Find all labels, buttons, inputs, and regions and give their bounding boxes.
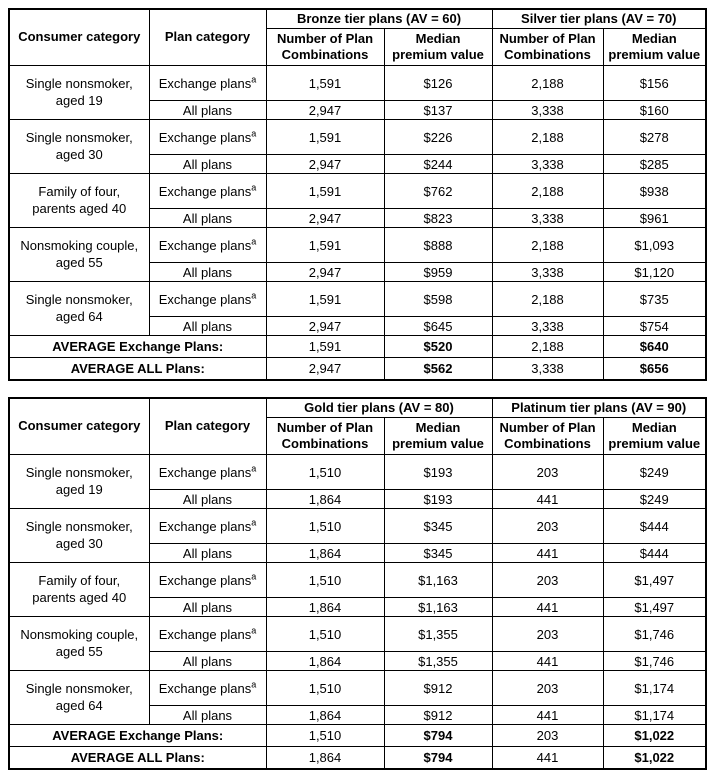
median-value-cell: $249 [603, 490, 706, 509]
combinations-header-line2: Combinations [281, 47, 369, 62]
combinations-header-line1: Number of Plan [276, 419, 374, 435]
footnote-marker: a [251, 625, 257, 636]
footnote-marker: a [251, 571, 257, 582]
median-value-cell: $1,120 [603, 263, 706, 282]
exchange-row [9, 282, 706, 317]
combinations-value-cell: 1,864 [266, 598, 384, 617]
exchange-plans-label: Exchange plans [158, 129, 252, 145]
median-value-cell: $912 [384, 706, 492, 725]
exchange-plans-label: Exchange plans [158, 518, 252, 534]
footnote-marker: a [251, 679, 257, 690]
combinations-header-line1: Number of Plan [276, 30, 374, 46]
all-plans-cell: All plans [149, 155, 266, 174]
combinations-value-cell: 2,947 [266, 263, 384, 282]
combinations-value-cell: 203 [492, 563, 603, 598]
footnote-marker: a [251, 463, 257, 474]
combinations-header [266, 29, 384, 66]
all-plans-cell: All plans [149, 263, 266, 282]
consumer-line2: aged 55 [55, 254, 103, 270]
exchange-plans-label: Exchange plans [158, 237, 252, 253]
consumer-line1: Single nonsmoker, [25, 292, 133, 308]
consumer-cell [9, 671, 149, 725]
combinations-value-cell: 441 [492, 490, 603, 509]
combinations-value-cell: 1,510 [266, 509, 384, 544]
average-all-row [9, 747, 706, 770]
consumer-cell [9, 617, 149, 671]
combinations-value-cell: 441 [492, 598, 603, 617]
combinations-value-cell: 203 [492, 671, 603, 706]
combinations-value-cell: 2,188 [492, 66, 603, 101]
median-value-cell: $961 [603, 209, 706, 228]
median-header-line2: premium value [392, 436, 484, 451]
median-value-cell: $156 [603, 66, 706, 101]
median-header-line2: premium value [608, 436, 701, 451]
median-value-cell: $1,093 [603, 228, 706, 263]
combinations-value-cell: 203 [492, 509, 603, 544]
exchange-plans-cell [149, 509, 266, 544]
exchange-row [9, 455, 706, 490]
combinations-value-cell: 2,188 [492, 174, 603, 209]
plan-category-header: Plan category [149, 398, 266, 455]
median-value-cell: $285 [603, 155, 706, 174]
combinations-header-line1: Number of Plan [499, 30, 596, 46]
average-combinations-cell: 1,864 [266, 747, 384, 770]
median-value-cell: $938 [603, 174, 706, 209]
average-label-cell: AVERAGE Exchange Plans: [9, 725, 266, 747]
median-header-line1: Median [631, 419, 677, 435]
exchange-plans-cell [149, 66, 266, 101]
median-value-cell: $1,746 [603, 617, 706, 652]
combinations-value-cell: 1,510 [266, 671, 384, 706]
median-value-cell: $598 [384, 282, 492, 317]
average-label-cell: AVERAGE ALL Plans: [9, 358, 266, 381]
footnote-marker: a [251, 182, 257, 193]
average-median-cell: $794 [384, 747, 492, 770]
consumer-line2: aged 19 [55, 481, 103, 497]
median-header [384, 418, 492, 455]
median-value-cell: $1,163 [384, 598, 492, 617]
average-median-cell: $640 [603, 336, 706, 358]
consumer-line1: Nonsmoking couple, [20, 238, 139, 254]
exchange-row [9, 120, 706, 155]
tier-header-bronze: Bronze tier plans (AV = 60) [266, 9, 492, 29]
exchange-row [9, 509, 706, 544]
combinations-value-cell: 3,338 [492, 101, 603, 120]
combinations-value-cell: 1,864 [266, 490, 384, 509]
tier-header-silver: Silver tier plans (AV = 70) [492, 9, 706, 29]
consumer-line1: Single nonsmoker, [25, 465, 133, 481]
median-value-cell: $1,497 [603, 563, 706, 598]
consumer-line2: aged 55 [55, 643, 103, 659]
median-value-cell: $1,497 [603, 598, 706, 617]
exchange-plans-cell [149, 617, 266, 652]
combinations-value-cell: 2,188 [492, 228, 603, 263]
combinations-value-cell: 1,510 [266, 455, 384, 490]
combinations-header-line2: Combinations [281, 436, 369, 451]
consumer-line1: Single nonsmoker, [25, 681, 133, 697]
combinations-value-cell: 2,947 [266, 209, 384, 228]
all-plans-cell: All plans [149, 544, 266, 563]
average-exchange-row [9, 725, 706, 747]
median-value-cell: $193 [384, 455, 492, 490]
median-value-cell: $444 [603, 544, 706, 563]
exchange-plans-cell [149, 282, 266, 317]
average-median-cell: $1,022 [603, 747, 706, 770]
all-plans-cell: All plans [149, 101, 266, 120]
consumer-line2: aged 64 [55, 308, 103, 324]
average-label-cell: AVERAGE Exchange Plans: [9, 336, 266, 358]
average-all-row [9, 358, 706, 381]
tier-header-platinum: Platinum tier plans (AV = 90) [492, 398, 706, 418]
consumer-cell [9, 563, 149, 617]
combinations-header-line1: Number of Plan [499, 419, 596, 435]
average-median-cell: $562 [384, 358, 492, 381]
median-value-cell: $345 [384, 509, 492, 544]
consumer-cell [9, 120, 149, 174]
consumer-line2: parents aged 40 [32, 200, 127, 216]
all-plans-cell: All plans [149, 706, 266, 725]
combinations-value-cell: 1,591 [266, 282, 384, 317]
median-value-cell: $1,355 [384, 652, 492, 671]
average-median-cell: $656 [603, 358, 706, 381]
combinations-value-cell: 3,338 [492, 317, 603, 336]
footnote-marker: a [251, 236, 257, 247]
combinations-value-cell: 1,591 [266, 66, 384, 101]
median-value-cell: $193 [384, 490, 492, 509]
average-median-cell: $520 [384, 336, 492, 358]
median-value-cell: $249 [603, 455, 706, 490]
exchange-row [9, 66, 706, 101]
consumer-line1: Single nonsmoker, [25, 130, 133, 146]
consumer-line2: aged 30 [55, 535, 103, 551]
combinations-value-cell: 3,338 [492, 155, 603, 174]
combinations-value-cell: 1,864 [266, 652, 384, 671]
median-header-line1: Median [631, 30, 677, 46]
combinations-value-cell: 1,591 [266, 228, 384, 263]
footnote-marker: a [251, 290, 257, 301]
median-header-line1: Median [415, 419, 461, 435]
all-plans-cell: All plans [149, 317, 266, 336]
tier-header-row [9, 9, 706, 29]
average-combinations-cell: 2,947 [266, 358, 384, 381]
median-value-cell: $959 [384, 263, 492, 282]
median-value-cell: $345 [384, 544, 492, 563]
combinations-value-cell: 2,188 [492, 282, 603, 317]
average-combinations-cell: 3,338 [492, 358, 603, 381]
consumer-cell [9, 174, 149, 228]
all-plans-cell: All plans [149, 490, 266, 509]
combinations-value-cell: 441 [492, 652, 603, 671]
combinations-value-cell: 1,591 [266, 174, 384, 209]
exchange-row [9, 617, 706, 652]
median-value-cell: $1,163 [384, 563, 492, 598]
consumer-line2: aged 64 [55, 697, 103, 713]
median-value-cell: $735 [603, 282, 706, 317]
median-value-cell: $1,746 [603, 652, 706, 671]
exchange-plans-label: Exchange plans [158, 183, 252, 199]
median-value-cell: $823 [384, 209, 492, 228]
exchange-plans-label: Exchange plans [158, 626, 252, 642]
median-header-line2: premium value [392, 47, 484, 62]
combinations-value-cell: 441 [492, 706, 603, 725]
median-value-cell: $1,174 [603, 671, 706, 706]
combinations-header [492, 418, 603, 455]
tier-header-gold: Gold tier plans (AV = 80) [266, 398, 492, 418]
exchange-row [9, 671, 706, 706]
exchange-plans-label: Exchange plans [158, 464, 252, 480]
all-plans-cell: All plans [149, 209, 266, 228]
consumer-line2: parents aged 40 [32, 589, 127, 605]
combinations-value-cell: 2,947 [266, 155, 384, 174]
plan-category-header: Plan category [149, 9, 266, 66]
combinations-value-cell: 2,947 [266, 317, 384, 336]
median-value-cell: $278 [603, 120, 706, 155]
exchange-row [9, 174, 706, 209]
consumer-line1: Family of four, [38, 573, 121, 589]
consumer-category-header: Consumer category [9, 9, 149, 66]
combinations-value-cell: 2,188 [492, 120, 603, 155]
bronze-silver-table [8, 8, 707, 381]
combinations-value-cell: 3,338 [492, 263, 603, 282]
average-combinations-cell: 203 [492, 725, 603, 747]
combinations-value-cell: 1,510 [266, 563, 384, 598]
tier-header-row [9, 398, 706, 418]
median-header-line2: premium value [608, 47, 701, 62]
average-combinations-cell: 441 [492, 747, 603, 770]
median-value-cell: $126 [384, 66, 492, 101]
consumer-line2: aged 30 [55, 146, 103, 162]
median-header [603, 418, 706, 455]
footnote-marker: a [251, 74, 257, 85]
combinations-header [492, 29, 603, 66]
footnote-marker: a [251, 517, 257, 528]
average-median-cell: $1,022 [603, 725, 706, 747]
exchange-plans-label: Exchange plans [158, 291, 252, 307]
consumer-cell [9, 66, 149, 120]
exchange-plans-label: Exchange plans [158, 572, 252, 588]
combinations-value-cell: 3,338 [492, 209, 603, 228]
exchange-plans-cell [149, 228, 266, 263]
median-header [384, 29, 492, 66]
combinations-value-cell: 1,864 [266, 706, 384, 725]
consumer-cell [9, 455, 149, 509]
exchange-plans-cell [149, 455, 266, 490]
average-label-cell: AVERAGE ALL Plans: [9, 747, 266, 770]
exchange-plans-cell [149, 174, 266, 209]
exchange-row [9, 228, 706, 263]
average-exchange-row [9, 336, 706, 358]
combinations-header-line2: Combinations [504, 436, 591, 451]
median-value-cell: $888 [384, 228, 492, 263]
all-plans-cell: All plans [149, 598, 266, 617]
consumer-cell [9, 228, 149, 282]
median-value-cell: $1,174 [603, 706, 706, 725]
exchange-plans-cell [149, 671, 266, 706]
exchange-plans-cell [149, 120, 266, 155]
exchange-plans-label: Exchange plans [158, 75, 252, 91]
combinations-header [266, 418, 384, 455]
combinations-value-cell: 2,947 [266, 101, 384, 120]
median-value-cell: $244 [384, 155, 492, 174]
median-value-cell: $754 [603, 317, 706, 336]
median-value-cell: $137 [384, 101, 492, 120]
gold-platinum-table [8, 397, 707, 770]
median-value-cell: $762 [384, 174, 492, 209]
exchange-plans-cell [149, 563, 266, 598]
combinations-value-cell: 203 [492, 455, 603, 490]
combinations-value-cell: 1,510 [266, 617, 384, 652]
consumer-line1: Single nonsmoker, [25, 519, 133, 535]
combinations-value-cell: 1,591 [266, 120, 384, 155]
consumer-cell [9, 509, 149, 563]
consumer-cell [9, 282, 149, 336]
combinations-header-line2: Combinations [504, 47, 591, 62]
exchange-row [9, 563, 706, 598]
median-header [603, 29, 706, 66]
median-header-line1: Median [415, 30, 461, 46]
median-value-cell: $160 [603, 101, 706, 120]
median-value-cell: $444 [603, 509, 706, 544]
median-value-cell: $226 [384, 120, 492, 155]
consumer-category-header: Consumer category [9, 398, 149, 455]
consumer-line1: Family of four, [38, 184, 121, 200]
combinations-value-cell: 1,864 [266, 544, 384, 563]
consumer-line1: Nonsmoking couple, [20, 627, 139, 643]
median-value-cell: $912 [384, 671, 492, 706]
median-value-cell: $1,355 [384, 617, 492, 652]
all-plans-cell: All plans [149, 652, 266, 671]
combinations-value-cell: 203 [492, 617, 603, 652]
average-combinations-cell: 2,188 [492, 336, 603, 358]
median-value-cell: $645 [384, 317, 492, 336]
average-combinations-cell: 1,591 [266, 336, 384, 358]
consumer-line1: Single nonsmoker, [25, 76, 133, 92]
exchange-plans-label: Exchange plans [158, 680, 252, 696]
footnote-marker: a [251, 128, 257, 139]
average-combinations-cell: 1,510 [266, 725, 384, 747]
consumer-line2: aged 19 [55, 92, 103, 108]
average-median-cell: $794 [384, 725, 492, 747]
combinations-value-cell: 441 [492, 544, 603, 563]
